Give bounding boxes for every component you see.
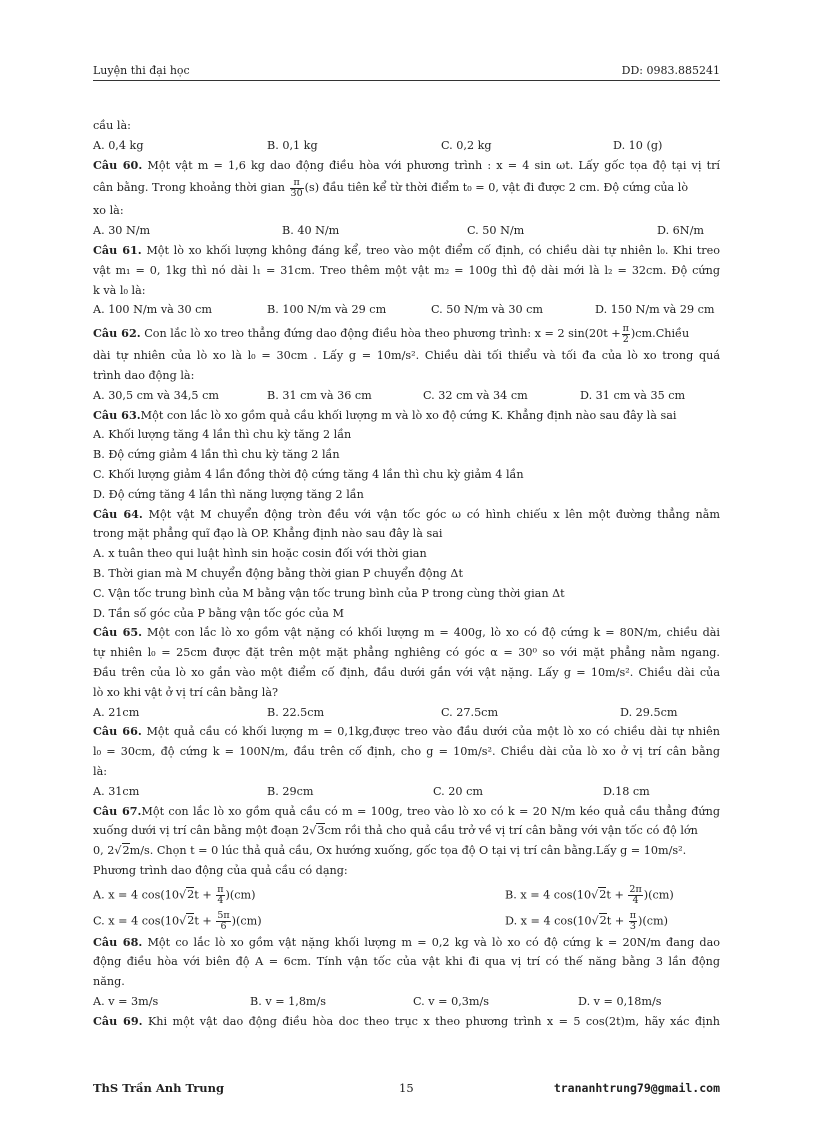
option-b: B. 29cm xyxy=(267,784,314,798)
q68-line-3: năng. xyxy=(93,975,125,989)
q60-fraction: $\frac{\pi}{30}$ xyxy=(290,176,303,199)
q67-label: Câu 67. xyxy=(93,803,142,818)
q66-line-1 xyxy=(93,722,720,742)
q67-line-3: 0, 2√2m/s. Chọn t = 0 lúc thả quả cầu, Ox hướng xuống, gốc tọa độ O tại vị trí cân bằng.Lấy g = 10m/s². xyxy=(93,844,687,858)
q63-label: Câu 63. xyxy=(93,407,141,422)
q66-label: Câu 66. xyxy=(93,724,142,739)
option-b: B. 0,1 kg xyxy=(267,138,318,152)
footer-email: trananhtrung79@gmail.com xyxy=(553,1081,720,1095)
q68-text-2: động điều hòa với biên độ A = 6cm. Tính vận tốc của vật khi đi qua vị trí có thế năng bằng 3 lần động xyxy=(93,955,720,969)
option-d: D. 10 (g) xyxy=(613,138,663,152)
q61-label: Câu 61. xyxy=(93,242,142,257)
q68-line-1 xyxy=(93,933,720,953)
option-c: C. x = 4 cos(10√2t + $\frac{5\pi}{6}$ )(cm) xyxy=(93,909,262,932)
q67-options-row-1 xyxy=(93,881,720,907)
footer-author: ThS Trần Anh Trung xyxy=(93,1081,225,1095)
q62-text-1b: )cm.Chiều xyxy=(630,327,690,341)
q69-line-1 xyxy=(93,1012,720,1032)
q62-text-2: dài tự nhiên của lò xo là l₀ = 30cm . Lấy g = 10m/s². Chiều dài tối thiểu và tối đa của lò xo trong quá xyxy=(93,349,720,363)
option-b: B. 22.5cm xyxy=(267,705,325,719)
q68-line-2 xyxy=(93,952,720,972)
q65-line-3 xyxy=(93,663,720,683)
option-b: B. 31 cm và 36 cm xyxy=(267,388,372,402)
q66-text-1: Một quả cầu có khối lượng m = 0,1kg,được treo vào đầu dưới của một lò xo có chiều dài tự nhiên xyxy=(146,725,720,739)
q64-line-1 xyxy=(93,505,720,525)
option-a: A. v = 3m/s xyxy=(93,995,159,1009)
q62-line-1 xyxy=(93,320,720,346)
q65-text-1: Một con lắc lò xo gồm vật nặng có khối lượng m = 400g, lò xo có độ cứng k = 80N/m, chiều dài xyxy=(147,626,720,640)
option-c: C. 50 N/m và 30 cm xyxy=(431,303,544,317)
q63-line-1 xyxy=(93,406,720,426)
q62-text-1a: Con lắc lò xo treo thẳng đứng dao động điều hòa theo phương trình: x = 2 sin(20t + xyxy=(144,327,621,341)
q61-options xyxy=(93,300,720,320)
option-d: D. v = 0,18m/s xyxy=(578,995,662,1009)
q68-text-1: Một co lắc lò xo gồm vật nặng khối lượng m = 0,2 kg và lò xo có độ cứng k = 20N/m đang dao xyxy=(147,935,720,949)
q60-line-1 xyxy=(93,156,720,176)
q67-line-1 xyxy=(93,802,720,822)
q65-line-4: lò xo khi vật ở vị trí cân bằng là? xyxy=(93,685,279,699)
option-d: D. 29.5cm xyxy=(620,705,678,719)
option-c: C. 27.5cm xyxy=(441,705,499,719)
q67-line-2: xuống dưới vị trí cân bằng một đoạn 2√3cm rồi thả cho quả cầu trở về vị trí cân bằng với vận tốc có độ lớn xyxy=(93,824,698,838)
document-body xyxy=(93,116,720,1032)
option-c: C. 50 N/m xyxy=(467,224,525,238)
q61-text-1: Một lò xo khối lượng không đáng kể, treo vào một điểm cố định, có chiều dài tự nhiên l₀. Khi treo xyxy=(146,243,720,257)
q66-line-3: là: xyxy=(93,764,108,778)
option-b: B. 40 N/m xyxy=(282,224,340,238)
q66-options xyxy=(93,782,720,802)
option-b: B. v = 1,8m/s xyxy=(250,995,327,1009)
q64-line-2: trong mặt phẳng quĩ đạo là OP. Khẳng định nào sau đây là sai xyxy=(93,527,443,541)
option-a: A. 31cm xyxy=(93,784,140,798)
option-d: D. 31 cm và 35 cm xyxy=(580,388,686,402)
header-title: Luyện thi đại học xyxy=(93,64,190,77)
page-header xyxy=(93,62,720,81)
page-number: 15 xyxy=(399,1081,414,1095)
option-d: D. 6N/m xyxy=(657,224,704,238)
option-a: A. 30 N/m xyxy=(93,224,151,238)
option-d: D. 150 N/m và 29 cm xyxy=(595,303,715,317)
q60-label: Câu 60. xyxy=(93,157,143,172)
q62-options xyxy=(93,386,720,406)
q66-line-2 xyxy=(93,742,720,762)
q68-options xyxy=(93,992,720,1012)
q61-line-3: k và l₀ là: xyxy=(93,283,146,297)
option-a: A. 30,5 cm và 34,5 cm xyxy=(93,388,219,402)
q61-text-2: vật m₁ = 0, 1kg thì nó dài l₁ = 31cm. Treo thêm một vật m₂ = 100g thì độ dài mới là l₂ = 32cm. Độ cứng xyxy=(93,263,720,277)
prev-stem-tail: cầu là: xyxy=(93,119,131,132)
q67-text-1: Một con lắc lò xo gồm quả cầu có m = 100g, treo vào lò xo có k = 20 N/m kéo quả cầu thẳng đứng xyxy=(141,804,720,818)
option-d: D. x = 4 cos(10√2t + $\frac{\pi}{3}$ )(cm) xyxy=(505,909,668,932)
q65-options xyxy=(93,703,720,723)
option-c: C. 0,2 kg xyxy=(441,138,492,152)
q62-line-2 xyxy=(93,346,720,366)
prev-options xyxy=(93,136,720,156)
q69-label: Câu 69. xyxy=(93,1013,143,1028)
q67-line-4: Phương trình dao động của quả cầu có dạng: xyxy=(93,863,348,877)
q60-options xyxy=(93,221,720,241)
option-a: A. 100 N/m và 30 cm xyxy=(93,303,213,317)
q62-line-3: trình dao động là: xyxy=(93,368,195,382)
q65-line-1 xyxy=(93,623,720,643)
header-phone: DD: 0983.885241 xyxy=(621,64,720,77)
q63-option-d: D. Độ cứng tăng 4 lần thì năng lượng tăng 2 lần xyxy=(93,487,364,501)
q62-label: Câu 62. xyxy=(93,326,141,341)
q65-text-2: tự nhiên l₀ = 25cm được đặt trên một mặt phẳng nghiêng có góc α = 30⁰ so với mặt phẳng nằm ngang. xyxy=(93,646,720,660)
option-b: B. x = 4 cos(10√2t + $\frac{2\pi}{4}$ )(cm) xyxy=(505,883,674,906)
option-c: C. 32 cm và 34 cm xyxy=(423,388,528,402)
q66-text-2: l₀ = 30cm, độ cứng k = 100N/m, đầu trên cố định, cho g = 10m/s². Chiều dài của lò xo ở vị trí cân bằng xyxy=(93,745,720,759)
q63-option-a: A. Khối lượng tăng 4 lần thì chu kỳ tăng 2 lần xyxy=(93,428,352,442)
q62-fraction: $\frac{\pi}{2}$ xyxy=(622,322,629,345)
option-d: D.18 cm xyxy=(603,784,650,798)
q60-line-2 xyxy=(93,175,720,201)
q69-text-1: Khi một vật dao động điều hòa doc theo trục x theo phương trình x = 5 cos(2t)m, hãy xác định xyxy=(147,1014,720,1028)
q68-label: Câu 68. xyxy=(93,934,143,949)
q64-label: Câu 64. xyxy=(93,506,143,521)
q60-text-2a: cân bằng. Trong khoảng thời gian xyxy=(93,181,285,195)
q67-options-row-2 xyxy=(93,907,720,933)
q63-option-b: B. Độ cứng giảm 4 lần thì chu kỳ tăng 2 lần xyxy=(93,448,340,462)
q64-option-b: B. Thời gian mà M chuyển động bằng thời gian P chuyển động Δt xyxy=(93,566,463,580)
option-a: A. x = 4 cos(10√2t + $\frac{\pi}{4}$ )(cm) xyxy=(93,883,256,906)
q64-text-1: Một vật M chuyển động tròn đều với vận tốc góc ω có hình chiếu x lên một đường thẳng nằm xyxy=(148,507,720,521)
option-a: A. 21cm xyxy=(93,705,140,719)
q65-line-2 xyxy=(93,643,720,663)
q61-line-2 xyxy=(93,261,720,281)
q63-text-1: Một con lắc lò xo gồm quả cầu khối lượng m và lò xo độ cứng K. Khẳng định nào sau đây là sai xyxy=(140,408,677,422)
q64-option-c: C. Vận tốc trung bình của M bằng vận tốc trung bình của P trong cùng thời gian Δt xyxy=(93,586,565,600)
q60-line-3: xo là: xyxy=(93,204,124,218)
option-b: B. 100 N/m và 29 cm xyxy=(267,303,387,317)
q60-text-2b: (s) đầu tiên kể từ thời điểm t₀ = 0, vật đi được 2 cm. Độ cứng của lò xyxy=(304,181,689,195)
option-a: A. 0,4 kg xyxy=(93,138,144,152)
q60-text-1: Một vật m = 1,6 kg dao động điều hòa với phương trình : x = 4 sin ωt. Lấy gốc tọa độ tại vị trí xyxy=(147,158,720,172)
option-c: C. v = 0,3m/s xyxy=(413,995,489,1009)
q63-option-c: C. Khối lượng giảm 4 lần đồng thời độ cứng tăng 4 lần thì chu kỳ giảm 4 lần xyxy=(93,467,524,481)
q65-text-3: Đầu trên của lò xo gắn vào một điểm cố định, đầu dưới gắn với vật nặng. Lấy g = 10m/s². Chiều dài của xyxy=(93,665,720,679)
q64-option-a: A. x tuân theo qui luật hình sin hoặc cosin đối với thời gian xyxy=(93,547,427,561)
q61-line-1 xyxy=(93,241,720,261)
q64-option-d: D. Tần số góc của P bằng vận tốc góc của M xyxy=(93,606,344,620)
q65-label: Câu 65. xyxy=(93,625,143,640)
option-c: C. 20 cm xyxy=(433,784,483,798)
